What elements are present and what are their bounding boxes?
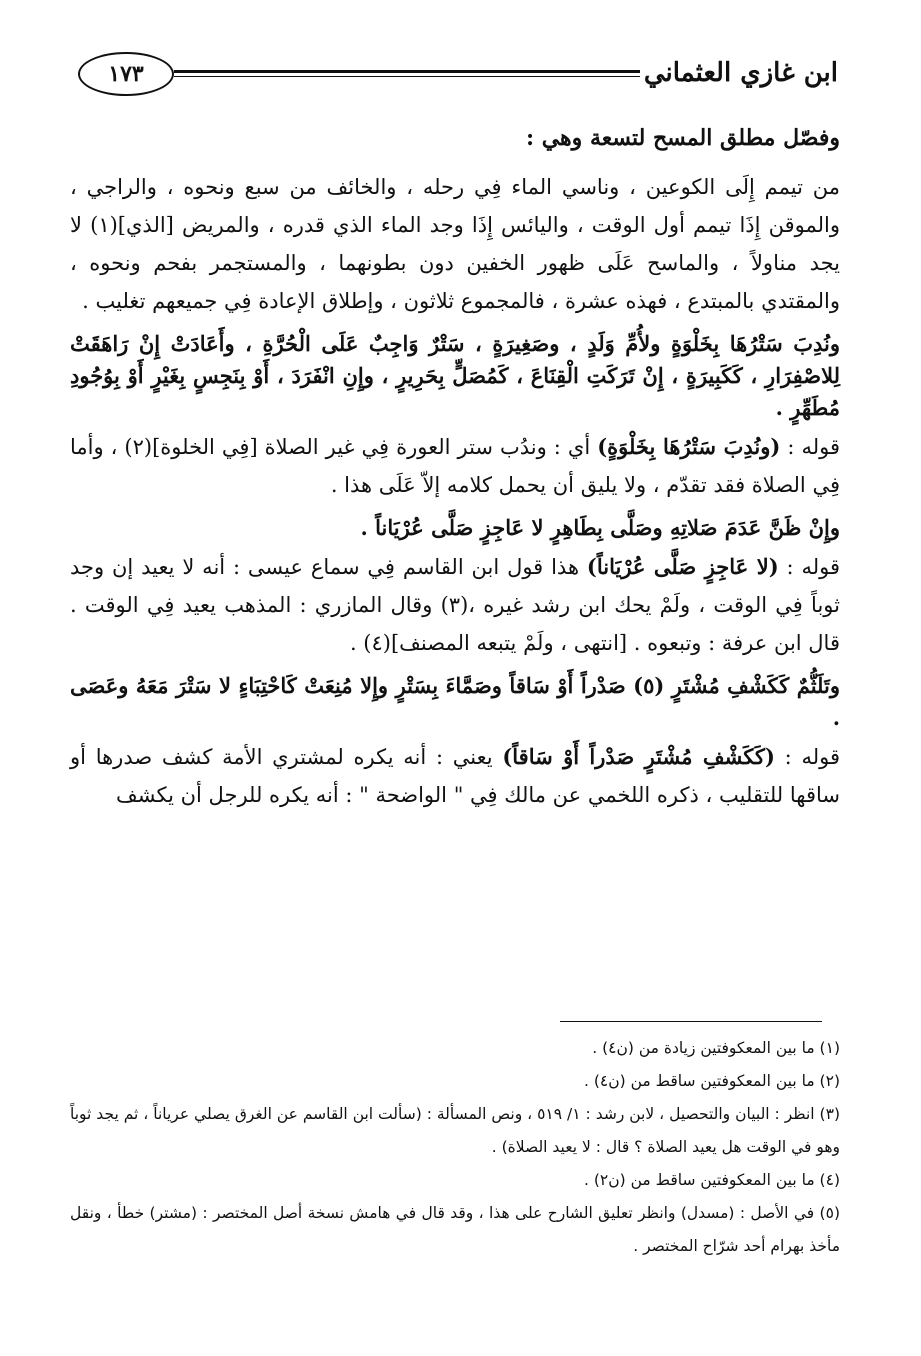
commentary-paragraph-1: من تيمم إِلَى الكوعين ، وناسي الماء فِي رحله ، والخائف من سبع ونحوه ، والراجي ، والموقن إِذَا تيمم أول الوقت ، واليائس إِذَا وجد الماء الذي قدره ، والمريض [الذي](١) لا يجد مناولاً ، والماسح عَلَى ظهور الخفين دون بطونهما ، والمستجمر بفحم ونحوه ، والمقتدي بالمبتدع ، فهذه عشرة ، فالمجموع ثلاثون ، وإطلاق الإعادة فِي جميعهم تغليب . [70,175,840,313]
matn-passage-1: ونُدِبَ سَتْرُهَا بِخَلْوَةٍ ولأُمِّ وَلَدٍ ، وصَغِيرَةٍ ، سَتْرٌ وَاجِبٌ عَلَى الْحُرَّةِ ، وأَعَادَتْ إِنْ رَاهَقَتْ لِلاصْفِرَارِ ، كَكَبِيرَةٍ ، إِنْ تَرَكَتِ الْقِنَاعَ ، كَمُصَلٍّ بِحَرِيرٍ ، وإِنِ انْفَرَدَ ، أَوْ بِنَجِسٍ بِغَيْرٍ أَوْ بِوُجُودِ مُطَهِّرٍ . [70,331,840,420]
footnote-4: (٤) ما بين المعكوفتين ساقط من (ن٢) . [583,1171,840,1189]
header-rule [174,70,640,82]
qawluh-label: قوله : [778,555,840,579]
section-heading: وفصّل مطلق المسح لتسعة وهي : [525,125,840,151]
header-rule-thin [174,76,640,77]
commentary-paragraph-4 [70,738,840,814]
commentary-text: يعني : أنه يكره لمشتري الأمة كشف صدرها أو ساقها للتقليب ، ذكره اللخمي عن مالك فِي " الواضحة " : أنه يكره للرجل أن يكشف [70,745,840,807]
quoted-lemma: (ونُدِبَ سَتْرُهَا بِخَلْوَةٍ) [597,434,781,459]
header-rule-thick [174,70,640,73]
quoted-lemma: (كَكَشْفِ مُشْتَرٍ صَدْراً أَوْ سَاقاً) [502,744,775,769]
commentary-text: هذا قول ابن القاسم فِي سماع عيسى : أنه لا يعيد إن وجد ثوباً فِي الوقت ، ولَمْ يحك ابن رشد غيره ،(٣) وقال المازري : المذهب يعيد فِي الوقت . قال ابن عرفة : وتبعوه . [انتهى ، ولَمْ يتبعه المصنف](٤) . [70,555,840,655]
footnote-separator [560,1021,822,1022]
matn-passage-3: وتَلَثُّمٌ كَكَشْفِ مُشْتَرٍ (٥) صَدْراً أَوْ سَاقاً وصَمَّاءَ بِسَتْرٍ وإِلا مُنِعَتْ كَاحْتِبَاءٍ لا سَتْرَ مَعَهُ وعَصَى . [70,673,840,730]
page-body [70,118,840,818]
commentary-paragraph-3 [70,548,840,662]
commentary-text: أي : وندُب ستر العورة فِي غير الصلاة [فِي الخلوة](٢) ، وأما فِي الصلاة فقد تقدّم ، ولا يليق أن يحمل كلامه إلاّ عَلَى هذا . [70,435,840,497]
matn-passage-2: وإِنْ ظَنَّ عَدَمَ صَلاتِهِ وصَلَّى بِطَاهِرٍ لا عَاجِزٍ صَلَّى عُرْيَاناً . [360,515,840,540]
footnotes [70,1032,840,1263]
quoted-lemma: (لا عَاجِزٍ صَلَّى عُرْيَاناً) [586,554,779,579]
qawluh-label: قوله : [774,745,840,769]
commentary-paragraph-2 [70,428,840,504]
footnote-1: (١) ما بين المعكوفتين زيادة من (ن٤) . [592,1039,840,1057]
footnote-2: (٢) ما بين المعكوفتين ساقط من (ن٤) . [583,1072,840,1090]
footnote-3: (٣) انظر : البيان والتحصيل ، لابن رشد : ١/ ٥١٩ ، ونص المسألة : (سألت ابن القاسم عن الغرق يصلي عرياناً ، ثم يجد ثوباً وهو في الوقت هل يعيد الصلاة ؟ قال : لا يعيد الصلاة) . [70,1105,840,1156]
running-head: ابن غازي العثماني [643,58,838,88]
page-number: ١٧٣ [108,61,144,87]
footnote-5: (٥) في الأصل : (مسدل) وانظر تعليق الشارح على هذا ، وقد قال في هامش نسخة أصل المختصر : (مشتر) خطأ ، ونقل مأخذ بهرام أحد شرّاح المختصر . [70,1204,840,1255]
page-header [78,52,838,108]
page-number-badge [78,52,174,96]
qawluh-label: قوله : [780,435,840,459]
